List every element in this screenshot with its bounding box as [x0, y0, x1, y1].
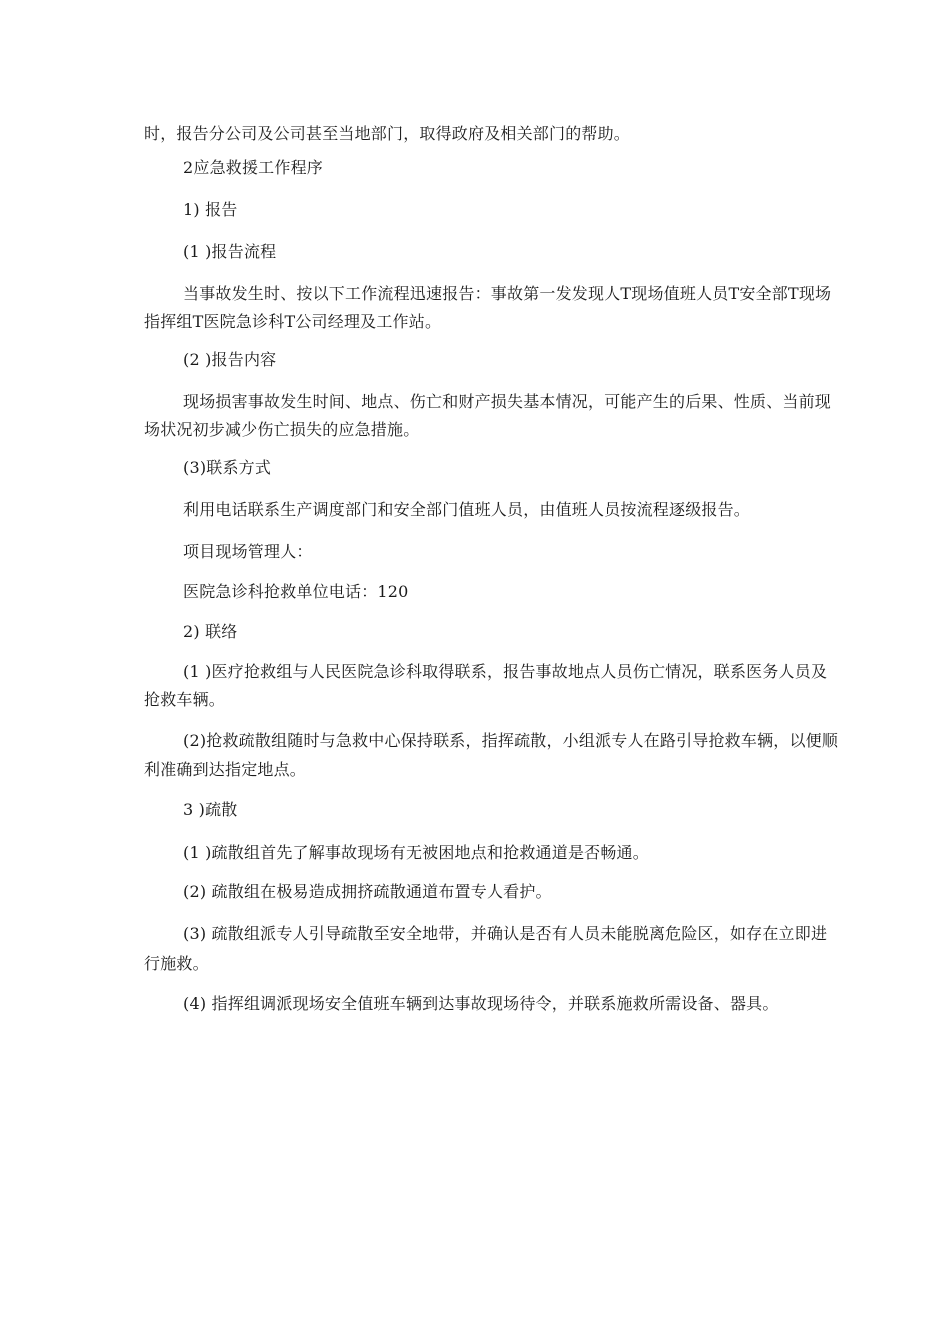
paragraph-evacuation-1: (1 )疏散组首先了解事故现场有无被困地点和抢救通道是否畅通。	[183, 843, 649, 862]
item-heading-report-content: (2 )报告内容	[183, 350, 277, 369]
hospital-phone-line: 医院急诊科抢救单位电话：120	[183, 582, 409, 601]
paragraph-liaison-2-line2: 利准确到达指定地点。	[144, 760, 307, 779]
item-heading-report-process: (1 )报告流程	[183, 242, 277, 261]
paragraph-report-content-line1: 现场损害事故发生时间、地点、伤亡和财产损失基本情况，可能产生的后果、性质、当前现	[183, 392, 832, 411]
paragraph-liaison-1-line2: 抢救车辆。	[144, 690, 226, 709]
site-manager-label: 项目现场管理人：	[183, 542, 313, 561]
paragraph-report-process-line2: 指挥组T医院急诊科T公司经理及工作站。	[144, 312, 442, 331]
paragraph-report-content-line2: 场状况初步减少伤亡损失的应急措施。	[144, 420, 420, 439]
paragraph-liaison-1-line1: (1 )医疗抢救组与人民医院急诊科取得联系，报告事故地点人员伤亡情况，联系医务人员及	[183, 662, 828, 681]
paragraph-liaison-2-line1: (2)抢救疏散组随时与急救中心保持联系，指挥疏散，小组派专人在路引导抢救车辆，以便顺	[183, 731, 839, 750]
paragraph-evacuation-4: (4) 指挥组调派现场安全值班车辆到达事故现场待令，并联系施救所需设备、器具。	[183, 994, 779, 1013]
subsection-heading-liaison: 2) 联络	[183, 622, 238, 641]
paragraph-continuation-line: 时，报告分公司及公司甚至当地部门，取得政府及相关部门的帮助。	[144, 124, 631, 143]
paragraph-report-process-line1: 当事故发生时、按以下工作流程迅速报告：事故第一发发现人T现场值班人员T安全部T现场	[183, 284, 832, 303]
paragraph-evacuation-3-line1: (3) 疏散组派专人引导疏散至安全地带，并确认是否有人员未能脱离危险区，如存在立即进	[183, 924, 828, 943]
subsection-heading-evacuation: 3 )疏散	[183, 800, 238, 819]
paragraph-evacuation-2: (2) 疏散组在极易造成拥挤疏散通道布置专人看护。	[183, 882, 552, 901]
section-heading-emergency-procedure: 2应急救援工作程序	[183, 158, 323, 177]
item-heading-contact-method: (3)联系方式	[183, 458, 272, 477]
subsection-heading-report: 1) 报告	[183, 200, 238, 219]
paragraph-contact-method: 利用电话联系生产调度部门和安全部门值班人员，由值班人员按流程逐级报告。	[183, 500, 751, 519]
paragraph-evacuation-3-line2: 行施救。	[144, 954, 209, 973]
